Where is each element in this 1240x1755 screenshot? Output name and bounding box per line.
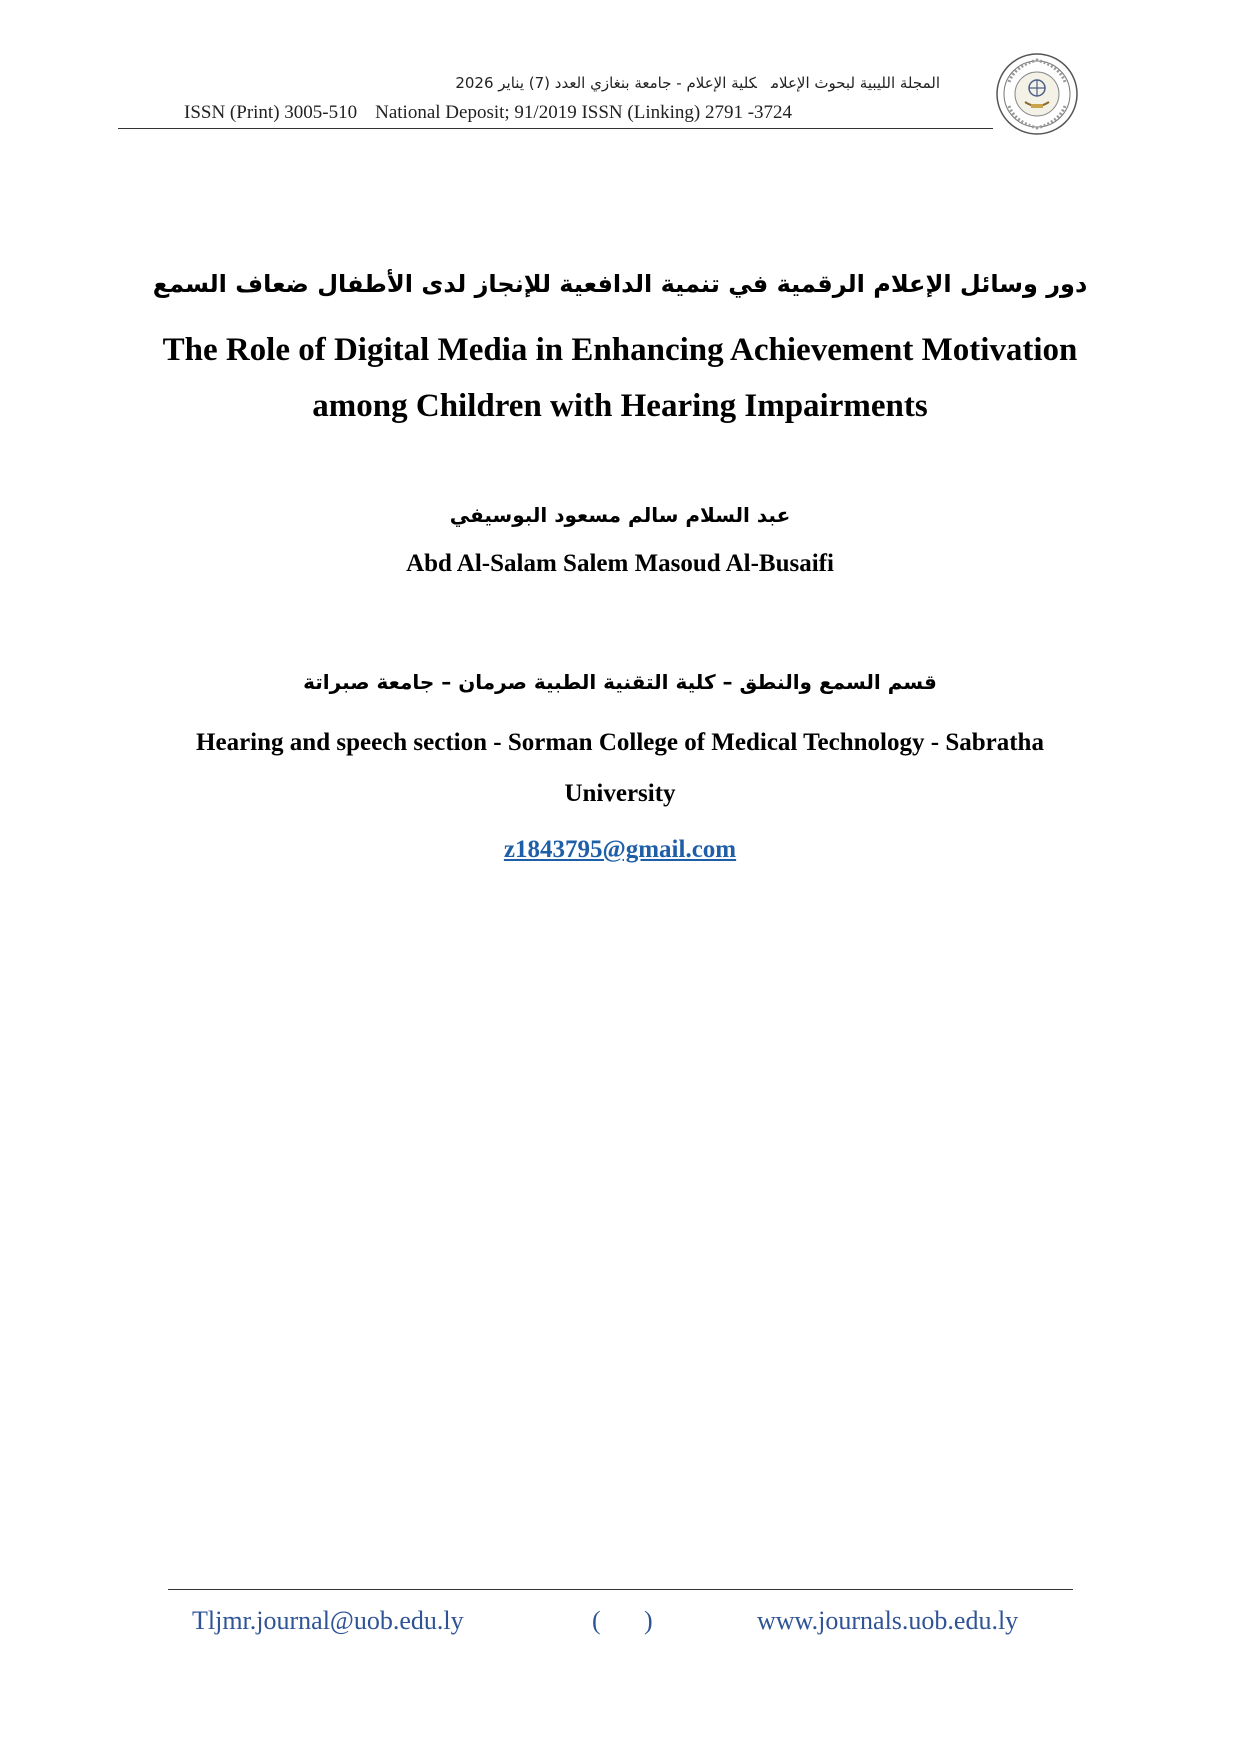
journal-seal-icon <box>995 52 1079 136</box>
affiliation-english-line1: Hearing and speech section - Sorman College of Medical Technology - Sabratha <box>196 729 1044 756</box>
author-english: Abd Al-Salam Salem Masoud Al-Busaifi <box>406 550 834 577</box>
title-english-line1: The Role of Digital Media in Enhancing Achievement Motivation <box>162 332 1078 368</box>
footer-website[interactable]: www.journals.uob.edu.ly <box>757 1606 1019 1635</box>
title-english <box>100 322 1140 434</box>
header-journal-arabic <box>240 74 940 92</box>
title-english-line2: among Children with Hearing Impairments <box>312 388 928 424</box>
journal-name-ar: المجلة الليبية لبحوث الإعلام <box>770 74 940 92</box>
footer-divider <box>168 1589 1073 1590</box>
issn-print: ISSN (Print) 3005-510 <box>184 102 358 123</box>
author-arabic: عبد السلام سالم مسعود البوسيفي <box>449 503 791 527</box>
national-deposit: National Deposit; 91/2019 ISSN (Linking) 2791 -3724 <box>375 102 793 123</box>
page-paren-open: ( <box>592 1606 601 1635</box>
header-divider <box>118 128 993 129</box>
title-arabic: دور وسائل الإعلام الرقمية في تنمية الدافعية للإنجاز لدى الأطفال ضعاف السمع <box>152 270 1088 298</box>
author-email-link[interactable]: z1843795@gmail.com <box>503 836 737 863</box>
faculty-issue-ar: كلية الإعلام - جامعة بنغازي العدد (7) يناير 2026 <box>455 74 757 92</box>
footer-journal-email[interactable]: Tljmr.journal@uob.edu.ly <box>192 1606 464 1635</box>
affiliation-english <box>100 717 1140 819</box>
affiliation-arabic: قسم السمع والنطق – كلية التقنية الطبية صرمان – جامعة صبراتة <box>303 670 937 694</box>
affiliation-english-line2: University <box>564 780 676 807</box>
header-issn <box>184 102 810 124</box>
page-paren-close: ) <box>644 1606 653 1635</box>
